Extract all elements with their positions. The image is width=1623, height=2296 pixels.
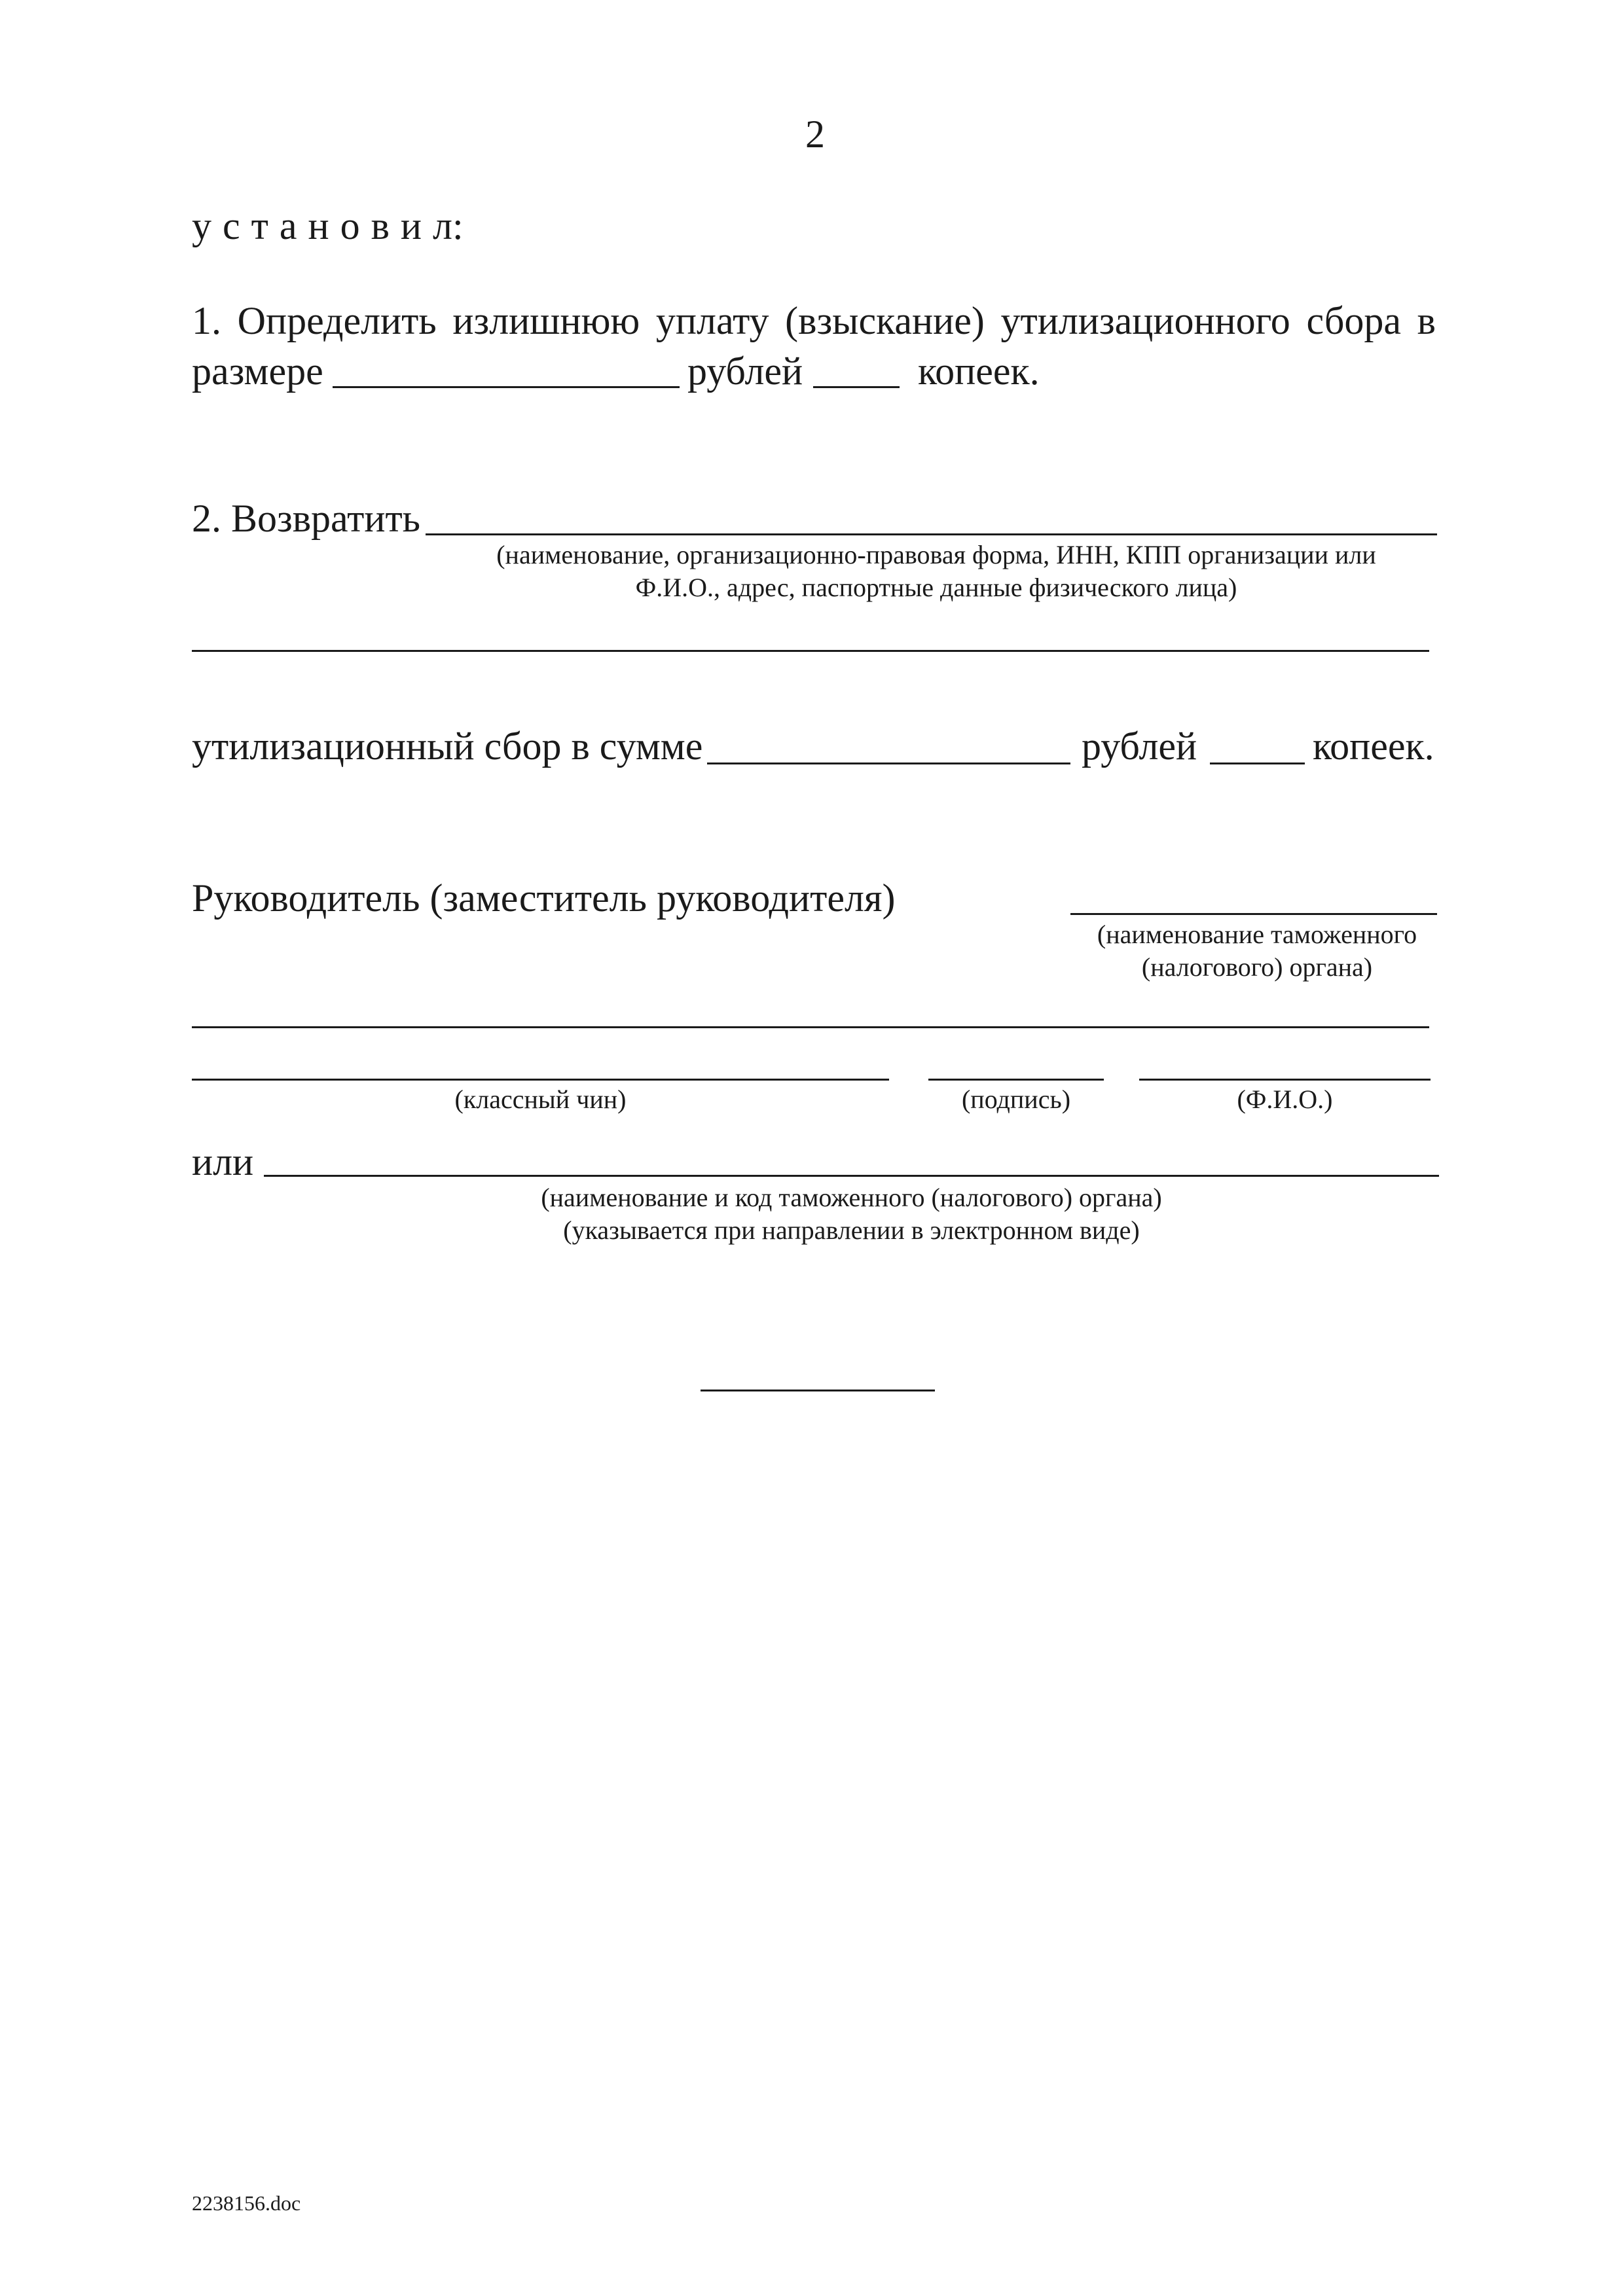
item2-caption-line1: (наименование, организационно-правовая форма, ИНН, КПП организации или: [496, 540, 1376, 569]
rank-caption: (классный чин): [454, 1085, 627, 1114]
page-number: 2: [805, 113, 825, 156]
sum-rubles-blank[interactable]: [707, 762, 1070, 764]
heading-established: у с т а н о в и л:: [192, 204, 464, 247]
item1-amount-prefix: размере: [192, 350, 323, 393]
item1-kopecks-blank[interactable]: [813, 386, 900, 388]
alternative-caption-line2: (указывается при направлении в электронном виде): [563, 1215, 1140, 1245]
rank-blank[interactable]: [192, 1079, 889, 1081]
alternative-label: или: [192, 1140, 254, 1183]
authority-caption-line1: (наименование таможенного: [1097, 920, 1417, 949]
item2-recipient-blank[interactable]: [426, 533, 1437, 535]
alternative-blank[interactable]: [264, 1175, 1439, 1177]
item2-label: 2. Возвратить: [192, 497, 421, 540]
sum-kopecks-blank[interactable]: [1210, 762, 1305, 764]
authority-caption-line2: (налогового) органа): [1141, 952, 1373, 982]
head-label: Руководитель (заместитель руководителя): [192, 876, 896, 920]
sign-blank[interactable]: [928, 1079, 1104, 1081]
sign-caption: (подпись): [961, 1085, 1071, 1114]
item1-text: 1. Определить излишнюю уплату (взыскание) утилизационного сбора в: [192, 299, 1436, 342]
item1-rubles-label: рублей: [687, 350, 803, 393]
sum-prefix: утилизационный сбор в сумме: [192, 725, 703, 768]
alternative-caption-line1: (наименование и код таможенного (налогового) органа): [541, 1183, 1162, 1212]
sum-kopecks-label: копеек.: [1313, 725, 1434, 768]
item1-kopecks-label: копеек.: [918, 350, 1040, 393]
name-blank[interactable]: [1139, 1079, 1431, 1081]
name-caption: (Ф.И.О.): [1237, 1085, 1333, 1114]
item2-caption-line2: Ф.И.О., адрес, паспортные данные физического лица): [635, 573, 1237, 602]
footer-filename: 2238156.doc: [192, 2191, 301, 2215]
authority-full-blank[interactable]: [192, 1026, 1429, 1028]
item1-rubles-blank[interactable]: [333, 386, 680, 388]
end-separator: [701, 1390, 935, 1391]
sum-rubles-label: рублей: [1082, 725, 1197, 768]
item2-recipient-blank-2[interactable]: [192, 650, 1429, 652]
authority-blank[interactable]: [1070, 913, 1437, 915]
